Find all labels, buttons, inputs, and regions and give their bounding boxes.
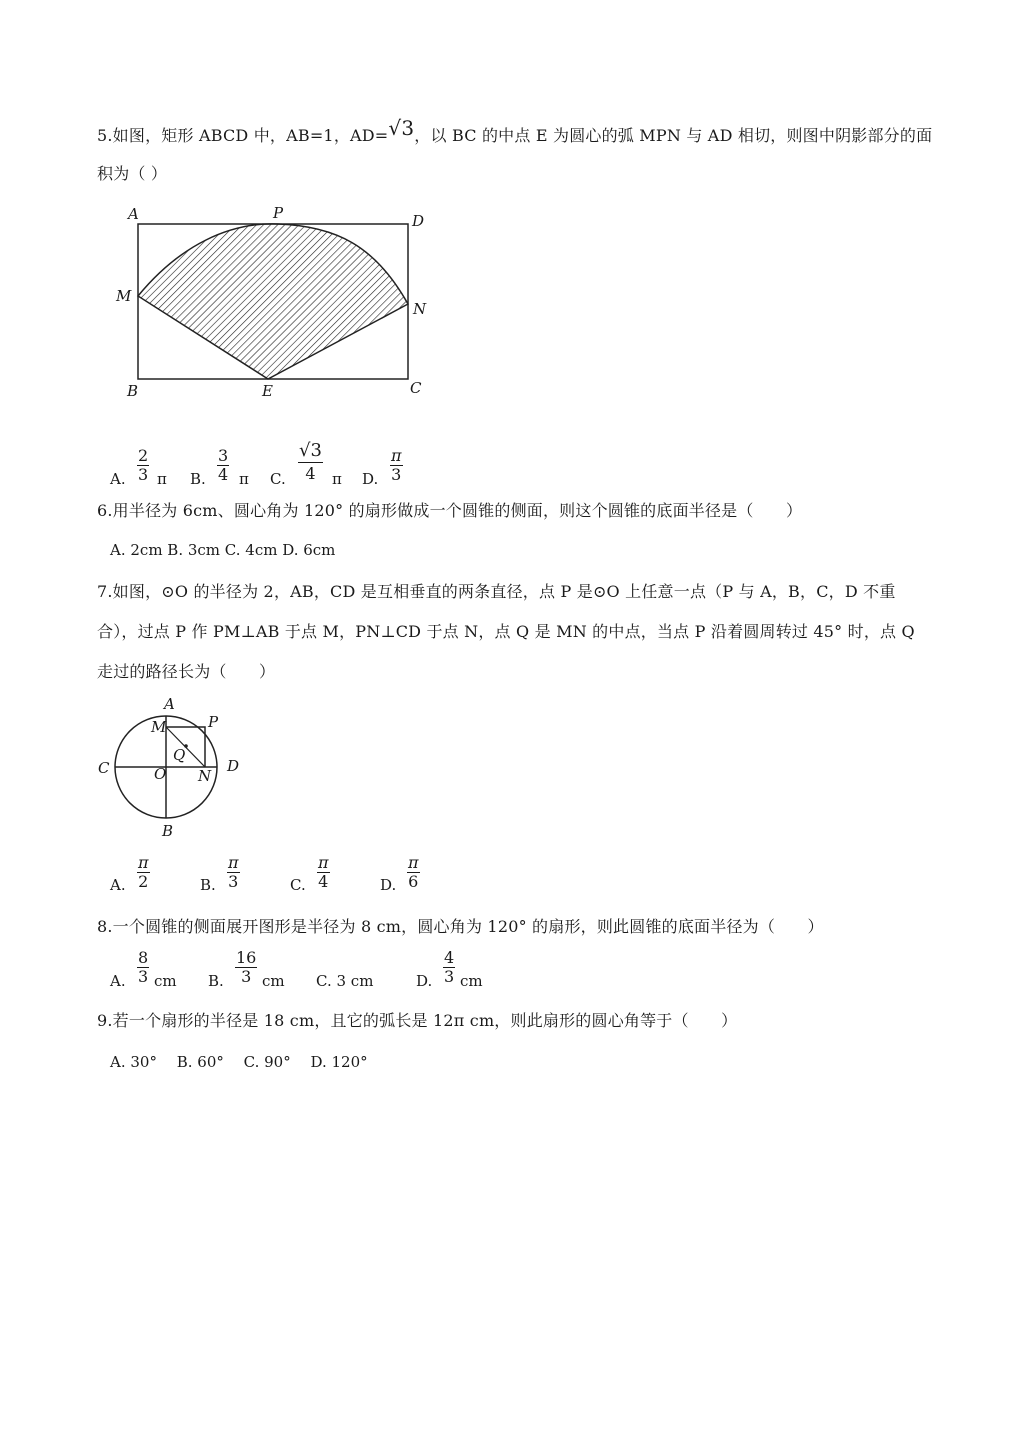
q8-option-d-suffix: cm [460,972,483,990]
q7-option-a-denominator: 2 [138,872,149,891]
q5-label-C: C [410,379,422,397]
q7-option-b-numerator: π [228,853,239,872]
q8-option-b-numerator: 16 [236,948,257,967]
q5-label-P: P [273,204,284,222]
q8-option-d-label: D. [416,972,433,990]
q5-option-c-suffix: π [332,470,342,488]
q8-text: 8.一个圆锥的侧面展开图形是半径为 8 cm，圆心角为 120° 的扇形，则此圆锥的底面半径为（ ） [97,917,824,936]
q7-label-P: P [208,713,219,731]
q7-line-2: 合），过点 P 作 PM⊥AB 于点 M，PN⊥CD 于点 N，点 Q 是 MN 的中点，当点 P 沿着圆周转过 45° 时，点 Q [97,622,915,641]
q7-line-3: 走过的路径长为（ ） [97,662,276,681]
q7-label-D: D [227,757,240,775]
q5-label-A: A [128,205,139,223]
q7-option-b-fraction [227,854,240,891]
q9-options: A. 30° B. 60° C. 90° D. 120° [110,1053,368,1071]
q8-option-a-fraction [137,949,149,986]
q8-option-a-label: A. [110,972,126,990]
q5-option-a-numerator: 2 [138,446,149,465]
q7-figure [95,695,245,840]
q7-label-N: N [198,767,212,785]
q7-option-a-fraction [137,854,150,891]
q5-label-E: E [262,382,273,400]
q7-option-c-fraction [317,854,330,891]
q5-option-d-fraction [390,447,403,484]
q5-label-B: B [127,382,139,400]
q7-option-a-numerator: π [138,853,149,872]
q7-label-A: A [164,695,175,713]
q6-text: 6.用半径为 6cm、圆心角为 120° 的扇形做成一个圆锥的侧面，则这个圆锥的底面半径是（ ） [97,501,803,520]
q5-shaded-region [138,224,408,379]
q8-option-d-denominator: 3 [444,967,455,986]
q7-option-c-denominator: 4 [318,872,329,891]
q5-label-D: D [412,212,425,230]
q6-options: A. 2cm B. 3cm C. 4cm D. 6cm [110,541,336,559]
q7-line-1: 7.如图，⊙O 的半径为 2，AB，CD 是互相垂直的两条直径，点 P 是⊙O 上任意一点（P 与 A，B，C，D 不重 [97,582,896,601]
q7-label-C: C [98,759,110,777]
q5-figure [110,200,440,410]
q5-sqrt3: √3 [388,116,415,140]
q8-option-b-label: B. [208,972,224,990]
q8-option-b-denominator: 3 [241,967,252,986]
q8-option-a-suffix: cm [154,972,177,990]
q5-option-c-denominator: 4 [305,464,316,483]
q8-option-d-numerator: 4 [444,948,455,967]
q5-option-a-fraction [137,447,149,484]
q9-text: 9.若一个扇形的半径是 18 cm，且它的弧长是 12π cm，则此扇形的圆心角等于（ ） [97,1011,738,1030]
q7-option-b-label: B. [200,876,216,894]
q5-option-c-fraction [298,440,323,485]
q5-option-c-label: C. [270,470,286,488]
q8-option-d-fraction [443,949,455,986]
q5-option-a-label: A. [110,470,126,488]
q7-label-O: O [154,765,167,783]
q7-option-a-label: A. [110,876,126,894]
q7-option-d-label: D. [380,876,397,894]
q8-option-a-denominator: 3 [138,967,149,986]
q5-text-b: ，以 BC 的中点 E 为圆心的弧 MPN 与 AD 相切，则图中阴影部分的面 [414,126,933,145]
q5-option-b-numerator: 3 [218,446,229,465]
q8-option-b-fraction [235,949,257,986]
q8-option-b-suffix: cm [262,972,285,990]
q7-option-b-denominator: 3 [228,872,239,891]
q5-option-b-label: B. [190,470,206,488]
q5-option-a-suffix: π [157,470,167,488]
q5-option-b-fraction [217,447,229,484]
q5-label-M: M [116,287,132,305]
q5-option-a-denominator: 3 [138,465,149,484]
q5-option-b-suffix: π [239,470,249,488]
q7-label-M: M [151,718,167,736]
q5-option-d-numerator: π [391,446,402,465]
q5-option-b-denominator: 4 [218,465,229,484]
q5-line-2: 积为（ ） [97,164,168,183]
q7-option-d-denominator: 6 [408,872,419,891]
q7-label-B: B [162,822,174,840]
q5-line-1 [97,116,933,146]
q7-option-c-numerator: π [318,853,329,872]
q7-option-d-numerator: π [408,853,419,872]
q5-option-d-denominator: 3 [391,465,402,484]
q7-option-d-fraction [407,854,420,891]
q5-text-a: 5.如图，矩形 ABCD 中，AB=1，AD= [97,126,389,145]
q5-option-c-numerator: √3 [299,440,322,461]
q8-option-c: C. 3 cm [316,972,374,990]
q7-option-c-label: C. [290,876,306,894]
q8-option-a-numerator: 8 [138,948,149,967]
q5-option-d-label: D. [362,470,379,488]
q7-label-Q: Q [173,746,186,764]
q5-label-N: N [413,300,427,318]
